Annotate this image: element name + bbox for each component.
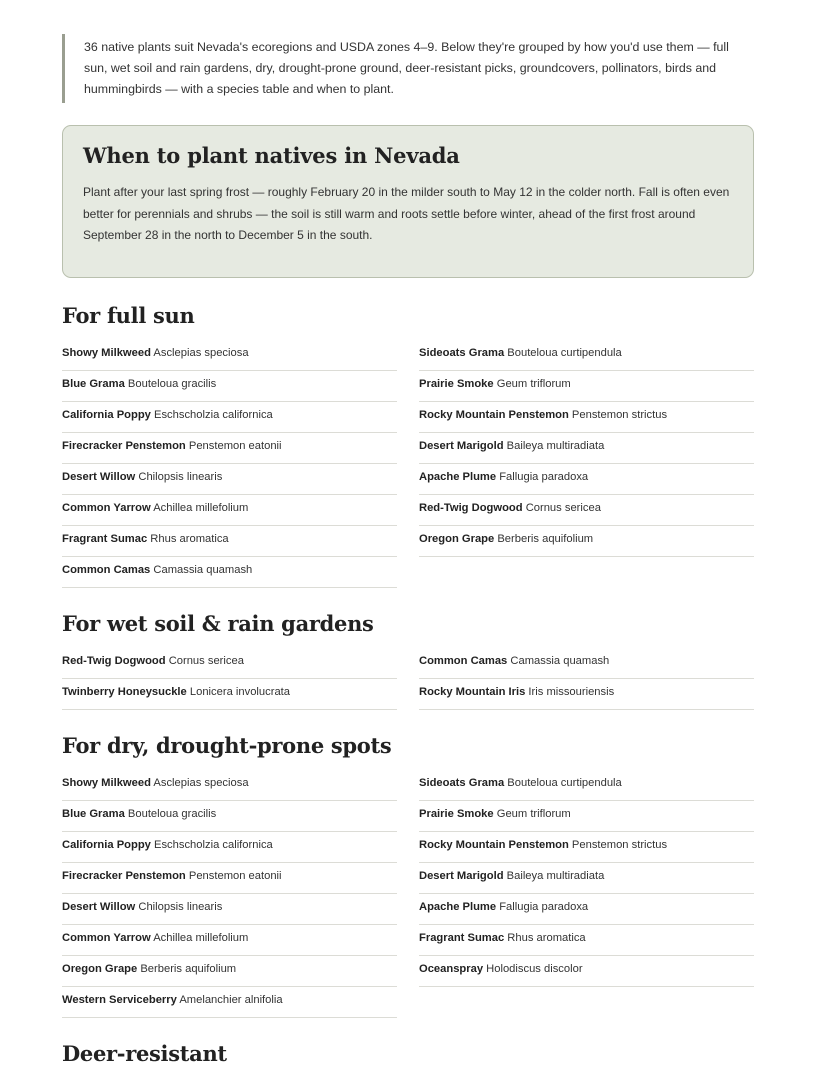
plant-scientific-name: Geum triflorum xyxy=(496,378,571,390)
plant-scientific-name: Lonicera involucrata xyxy=(189,686,290,698)
plant-common-name: Rocky Mountain Iris xyxy=(419,686,526,698)
intro-paragraph: 36 native plants suit Nevada's ecoregions and USDA zones 4–9. Below they're grouped by how you'd use them — full sun, wet soil and rain gardens, dry, drought-prone ground, deer-resistant picks, groundcovers, pollinators, birds and hummingbirds — with a species table and when to plant. xyxy=(62,34,754,103)
plant-item xyxy=(62,679,397,710)
plant-scientific-name: Eschscholzia californica xyxy=(154,409,273,421)
plant-common-name: Red-Twig Dogwood xyxy=(419,502,523,514)
plant-item xyxy=(62,464,397,495)
plant-item xyxy=(419,863,754,894)
plant-common-name: Oregon Grape xyxy=(419,533,495,545)
plant-common-name: Common Yarrow xyxy=(62,502,151,514)
plant-common-name: Desert Marigold xyxy=(419,440,504,452)
plant-scientific-name: Eschscholzia californica xyxy=(154,839,273,851)
plant-item xyxy=(419,894,754,925)
plant-scientific-name: Camassia quamash xyxy=(510,655,610,667)
plant-item xyxy=(419,925,754,956)
plant-item xyxy=(419,956,754,987)
plant-scientific-name: Achillea millefolium xyxy=(153,502,249,514)
plant-item xyxy=(419,371,754,402)
plant-scientific-name: Amelanchier alnifolia xyxy=(179,994,283,1006)
plant-item xyxy=(419,340,754,371)
plant-common-name: Showy Milkweed xyxy=(62,777,151,789)
plant-common-name: California Poppy xyxy=(62,839,151,851)
plant-item xyxy=(419,495,754,526)
plant-item xyxy=(62,801,397,832)
plant-item xyxy=(62,648,397,679)
plant-scientific-name: Asclepias speciosa xyxy=(153,777,249,789)
plant-item xyxy=(419,770,754,801)
plant-scientific-name: Achillea millefolium xyxy=(153,932,249,944)
plant-item xyxy=(62,770,397,801)
plant-common-name: Red-Twig Dogwood xyxy=(62,655,166,667)
plant-common-name: Apache Plume xyxy=(419,901,497,913)
plant-item xyxy=(62,557,397,588)
plant-column-left xyxy=(62,340,397,588)
plant-item xyxy=(419,464,754,495)
plant-item xyxy=(419,402,754,433)
plant-common-name: Common Camas xyxy=(62,564,151,576)
plant-common-name: Showy Milkweed xyxy=(62,347,151,359)
plant-common-name: Blue Grama xyxy=(62,378,125,390)
plant-common-name: Twinberry Honeysuckle xyxy=(62,686,187,698)
plant-item xyxy=(419,433,754,464)
plant-scientific-name: Cornus sericea xyxy=(168,655,244,667)
plant-scientific-name: Penstemon strictus xyxy=(571,409,668,421)
plant-common-name: Prairie Smoke xyxy=(419,808,494,820)
section-title: For wet soil & rain gardens xyxy=(62,611,374,636)
plant-item xyxy=(62,340,397,371)
plant-item xyxy=(419,832,754,863)
plant-grid xyxy=(62,648,754,710)
plant-grid xyxy=(62,770,754,1018)
plant-scientific-name: Bouteloua gracilis xyxy=(127,378,217,390)
plant-scientific-name: Iris missouriensis xyxy=(528,686,615,698)
plant-item xyxy=(419,679,754,710)
plant-item xyxy=(419,801,754,832)
plant-common-name: Apache Plume xyxy=(419,471,497,483)
plant-item xyxy=(62,863,397,894)
plant-column-right xyxy=(419,648,754,710)
article xyxy=(62,34,754,1070)
plant-scientific-name: Cornus sericea xyxy=(525,502,601,514)
plant-scientific-name: Baileya multiradiata xyxy=(506,870,605,882)
callout-title: When to plant natives in Nevada xyxy=(83,143,460,168)
plant-item xyxy=(62,832,397,863)
section-title: For dry, drought-prone spots xyxy=(62,733,392,758)
section-deer-resistant xyxy=(62,1038,754,1070)
plant-item xyxy=(62,894,397,925)
plant-column-left xyxy=(62,770,397,1018)
plant-scientific-name: Chilopsis linearis xyxy=(138,471,223,483)
plant-common-name: Desert Marigold xyxy=(419,870,504,882)
plant-scientific-name: Berberis aquifolium xyxy=(140,963,237,975)
plant-item xyxy=(62,433,397,464)
plant-common-name: Prairie Smoke xyxy=(419,378,494,390)
plant-common-name: California Poppy xyxy=(62,409,151,421)
section-title: Deer-resistant xyxy=(62,1041,227,1066)
plant-common-name: Common Yarrow xyxy=(62,932,151,944)
plant-common-name: Fragrant Sumac xyxy=(419,932,505,944)
plant-scientific-name: Berberis aquifolium xyxy=(497,533,594,545)
plant-common-name: Sideoats Grama xyxy=(419,347,505,359)
plant-common-name: Rocky Mountain Penstemon xyxy=(419,839,569,851)
plant-item xyxy=(62,987,397,1018)
plant-common-name: Common Camas xyxy=(419,655,508,667)
plant-item xyxy=(62,925,397,956)
plant-scientific-name: Holodiscus discolor xyxy=(486,963,583,975)
plant-common-name: Firecracker Penstemon xyxy=(62,440,186,452)
section-wet-soil xyxy=(62,608,754,710)
section-title: For full sun xyxy=(62,303,195,328)
plant-item xyxy=(62,526,397,557)
plant-scientific-name: Fallugia paradoxa xyxy=(499,471,589,483)
plant-scientific-name: Bouteloua curtipendula xyxy=(507,347,622,359)
callout-body: Plant after your last spring frost — roughly February 20 in the milder south to May 12 in the colder north. Fall is often even better for perennials and shrubs — the soil is still warm and roots settle before winter, ahead of the first frost around September 28 in the north to December 5 in the south. xyxy=(83,185,730,242)
plant-scientific-name: Bouteloua gracilis xyxy=(127,808,217,820)
plant-common-name: Desert Willow xyxy=(62,471,136,483)
plant-item xyxy=(419,648,754,679)
plant-scientific-name: Penstemon eatonii xyxy=(188,870,282,882)
plant-item xyxy=(62,402,397,433)
plant-column-left xyxy=(62,648,397,710)
planting-time-callout xyxy=(62,125,754,278)
plant-scientific-name: Baileya multiradiata xyxy=(506,440,605,452)
plant-column-right xyxy=(419,770,754,1018)
plant-grid xyxy=(62,340,754,588)
plant-scientific-name: Bouteloua curtipendula xyxy=(507,777,622,789)
plant-common-name: Oceanspray xyxy=(419,963,484,975)
plant-common-name: Desert Willow xyxy=(62,901,136,913)
plant-item xyxy=(62,371,397,402)
plant-item xyxy=(62,956,397,987)
plant-scientific-name: Fallugia paradoxa xyxy=(499,901,589,913)
plant-item xyxy=(62,495,397,526)
plant-scientific-name: Geum triflorum xyxy=(496,808,571,820)
plant-common-name: Fragrant Sumac xyxy=(62,533,148,545)
plant-common-name: Blue Grama xyxy=(62,808,125,820)
plant-scientific-name: Rhus aromatica xyxy=(507,932,586,944)
plant-common-name: Western Serviceberry xyxy=(62,994,177,1006)
plant-column-right xyxy=(419,340,754,588)
plant-item xyxy=(419,526,754,557)
section-dry xyxy=(62,730,754,1018)
plant-common-name: Oregon Grape xyxy=(62,963,138,975)
plant-scientific-name: Rhus aromatica xyxy=(150,533,229,545)
plant-common-name: Rocky Mountain Penstemon xyxy=(419,409,569,421)
plant-common-name: Sideoats Grama xyxy=(419,777,505,789)
plant-scientific-name: Asclepias speciosa xyxy=(153,347,249,359)
plant-scientific-name: Camassia quamash xyxy=(153,564,253,576)
plant-scientific-name: Chilopsis linearis xyxy=(138,901,223,913)
plant-scientific-name: Penstemon strictus xyxy=(571,839,668,851)
plant-scientific-name: Penstemon eatonii xyxy=(188,440,282,452)
section-full-sun xyxy=(62,300,754,588)
plant-common-name: Firecracker Penstemon xyxy=(62,870,186,882)
